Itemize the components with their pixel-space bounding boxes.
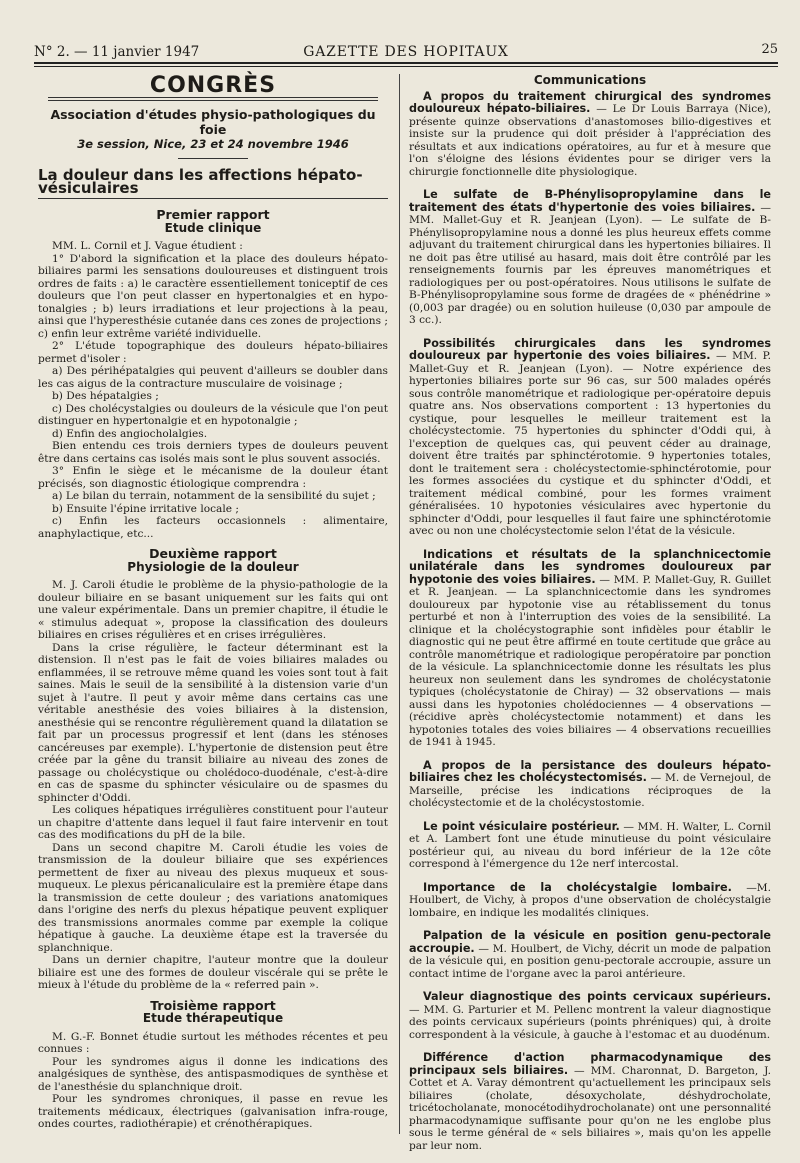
communication-title: Indications et résultats de la splanchnicectomie unilatérale dans les syndromes douloureux par hypotonie des voies biliaires. xyxy=(409,547,771,586)
short-divider xyxy=(178,158,248,159)
report-subtitle: Etude clinique xyxy=(164,220,262,235)
report-title: Troisième rapport xyxy=(150,997,276,1013)
communication-title: Palpation de la vésicule en position genu-pectorale accroupie. xyxy=(409,929,771,955)
paragraph: c) Des cholécystalgies ou douleurs de la vésicule que l'on peut distinguer en hypertonalgie et en hypotonalgie ; xyxy=(38,402,388,427)
paragraph: 3° Enfin le siège et le mécanisme de la douleur étant précisés, son diagnostic étiologique comprendra : xyxy=(38,465,388,490)
header-rule xyxy=(34,62,778,64)
communication-item xyxy=(409,338,771,538)
association-name: Association d'études physio-pathologiques du foie xyxy=(50,106,376,137)
communication-body: — MM. P. Mallet-Guy, R. Guillet et R. Jeanjean. — La splanchnicectomie dans les syndromes douloureux par hypotonie vise au rétablissement du tonus perturbé et non à l'interruption des voies de la sensibilité. La clinique et la cholécystographie sont infidèles pour établir le diagnostic qui ne peut être affirmé en toute certitude que grâce au contrôle manométrique et radiologique peropératoire par ponction de la vésicule. La splanchnicectomie donne les résultats les plus heureux non seulement dans les syndromes de cholécystatonie typiques (cholécystatonie de Chiray) — 32 observations — mais aussi dans les hypotonies cholédociennes — 4 observations — (récidive après cholécystectomie notamment) et dans les hypotonies totales des voies biliaires — 4 observations recueillies de 1941 à 1945. xyxy=(409,573,772,748)
communications-heading: Communications xyxy=(533,73,647,87)
communication-title: Valeur diagnostique des points cervicaux supérieurs. xyxy=(423,990,771,1003)
communication-body: — MM. P. Mallet-Guy et R. Jeanjean (Lyon). — Notre expérience des hypertonies biliaires porte sur 96 cas, sur 500 malades opérés sous contrôle manométrique et radiologique per-opératoire depuis quatre ans. Nos observations comportent : 13 hypertonies du cystique, pour lesquelles le meilleur traitement est la cholécystectomie. 75 hypertonies du sphincter d'Oddi qui, à l'exception de quelques cas, qui peuvent céder au drainage, doivent être traités par sphinctérotomie. 9 hypertonies totales, dont le traitement sera : cholécystectomie-sphinctérotomie, pour les formes associées du cystique et du sphincter d'Oddi, et traitement médical combiné, pour les formes vraiment généralisées. 10 hypotonies vésiculaires avec hypertonie du sphincter d'Oddi, pour lesquelles il faut faire une sphinctérotomie avec ou non une cholécystectomie selon l'état de la vésicule. xyxy=(409,350,771,537)
issue-date: N° 2. — 11 janvier 1947 xyxy=(34,44,200,60)
communication-item xyxy=(409,760,771,810)
paragraph: Dans la crise régulière, le facteur déterminant est la distension. Il n'est pas le fait de voies biliaires malades ou enflammées, il se retrouve même quand les voies sont tout à fait saines. Mais le seuil de la sensibilité à la distension varie d'un sujet à l'autre. Il peut y avoir même dans certains cas une véritable anesthésie des voies biliaires à la distension, anesthésie qui se rencontre régulièrement quand la dilatation se fait par un processus progressif et lent (dans les sténoses cancéreuses par exemple). L'hypertonie de distension peut être créée par la gêne du transit biliaire au niveau des zones de passage ou cholécystique ou cholédoco-duodénale, c'est-à-dire en cas de spasme du sphincter vésiculaire ou de spasmes du sphincter d'Oddi. xyxy=(38,641,388,804)
column-divider xyxy=(399,74,400,1134)
section-rule-thin xyxy=(48,100,378,101)
communication-body: — M. Houlbert, de Vichy, décrit un mode de palpation de la vésicule qui, en position genu-pectorale accroupie, assure un contact intime de l'organe avec la paroi antérieure. xyxy=(409,942,771,980)
topic-rule xyxy=(38,198,388,199)
communication-item xyxy=(409,189,771,327)
report-title: Deuxième rapport xyxy=(149,546,277,561)
paragraph: MM. L. Cornil et J. Vague étudient : xyxy=(52,240,243,252)
paragraph: a) Le bilan du terrain, notamment de la sensibilité du sujet ; xyxy=(52,490,376,502)
paragraph: d) Enfin des angiocholalgies. xyxy=(52,427,208,440)
paragraph: Les coliques hépatiques irrégulières constituent pour l'auteur un chapitre d'attente dans lequel il faut faire intervenir en tout cas des modifications du pH de la bile. xyxy=(38,804,388,841)
communication-item xyxy=(409,91,771,179)
communication-title: A propos de la persistance des douleurs hépato-biliaires chez les cholécystectomisés. xyxy=(409,758,771,784)
paragraph: Bien entendu ces trois derniers types de douleurs peuvent être dans certains cas isolés mais sont le plus souvent associés. xyxy=(38,440,388,465)
communication-body: — M. de Vernejoul, de Marseille, précise les indications réciproques de la cholécystectomie et de la cholécystostomie. xyxy=(409,772,771,809)
paragraph: 2° L'étude topographique des douleurs hépato-biliaires permet d'isoler : xyxy=(38,340,388,365)
communication-body: —M. Houlbert, de Vichy, à propos d'une observation de cholécystalgie lombaire, en indique les modalités cliniques. xyxy=(409,881,771,919)
paragraph: c) Enfin les facteurs occasionnels : alimentaire, anaphylactique, etc... xyxy=(38,515,388,540)
paragraph: 1° D'abord la signification et la place des douleurs hépato-biliaires parmi les sensations douloureuses et distinguent trois ordres de faits : a) le caractère essentiellement toniceptif de ces douleurs que l'on peut classer en hypertonalgies et en hypo-tonalgies ; b) leurs irradiations et leur projections à la peau, ainsi que l'hyperesthésie cutanée dans ces zones de projections ; c) enfin leur extrême variété individuelle. xyxy=(38,252,388,340)
communication-body: — Le Dr Louis Barraya (Nice), présente quinze observations d'anastomoses bilio-digestives et insiste sur la prudence qui doit présider à l'appréciation des résultats et aux indications opératoires, au fur et à mesure que l'on s'éloigne des lésions évidentes pour se diriger vers la chirurgie fonctionnelle dite physiologique. xyxy=(409,103,771,178)
communication-title: Le sulfate de B-Phénylisopropylamine dans le traitement des états d'hypertonie des voies biliaires. xyxy=(409,188,771,214)
report-subtitle: Etude thérapeutique xyxy=(142,1011,284,1025)
communication-body: — MM. Charonnat, D. Bargeton, J. Cottet et A. Varay démontrent qu'actuellement les principaux sels biliaires (cholate, désoxycholate, déshydrocholate, tricétocholanate, monocétodihydrocholanate) ont une personnalité pharmacodynamique suffisante pour qu'on ne les englobe plus sous le terme général de « sels biliaires », mais qu'on les appelle par leur nom. xyxy=(409,1064,771,1152)
paragraph: M. G.-F. Bonnet étudie surtout les méthodes récentes et peu connues : xyxy=(38,1030,388,1055)
communication-title: Différence d'action pharmacodynamique des principaux sels biliaires. xyxy=(409,1051,771,1077)
report-title: Premier rapport xyxy=(156,207,270,222)
paragraph: Pour les syndromes aigus il donne les indications des analgésiques de synthèse, des antispasmodiques de synthèse et de l'anesthésie du splanchnique droit. xyxy=(38,1055,388,1093)
communication-item xyxy=(409,821,771,871)
communication-item xyxy=(409,991,771,1041)
section-title: CONGRÈS xyxy=(149,73,277,98)
paragraph: b) Des hépatalgies ; xyxy=(52,390,159,402)
communication-item xyxy=(409,549,771,749)
left-column xyxy=(38,74,388,1131)
paragraph: Dans un second chapitre M. Caroli étudie les voies de transmission de la douleur biliaire que ses expériences permettent de fixer au niveau des plexus muqueux et sous-muqueux. Le plexus péricanaliculaire est la première étape dans la transmission de cette douleur ; des variations anatomiques dans l'origine des nerfs du plexus hépatique peuvent expliquer des transmissions anormales comme par exemple la colique hépatique à gauche. La deuxième étape est la traversée du splanchnique. xyxy=(38,841,388,954)
communication-title: Importance de la cholécystalgie lombaire. xyxy=(423,880,732,894)
paragraph: b) Ensuite l'épine irritative locale ; xyxy=(52,502,239,515)
communication-item xyxy=(409,1052,771,1152)
page-number: 25 xyxy=(761,42,778,57)
right-column xyxy=(409,74,771,1163)
communication-body: — MM. G. Parturier et M. Pellenc montrent la valeur diagnostique des points cervicaux supérieurs (points phréniques) qui, à droite correspondent à la vésicule, à gauche à l'estomac et au duodénum. xyxy=(409,1003,771,1041)
communication-body: — MM. Mallet-Guy et R. Jeanjean (Lyon). — Le sulfate de B-Phénylisopropylamine nous a donné les plus heureux effets comme adjuvant du traitement chirurgical dans les hypertonies biliaires. Il ne doit pas être utilisé au hasard, mais doit être contrôlé par les renseignements fournis par les épreuves manométriques et radiologiques per ou post-opératoires. Nous utilisons le sulfate de B-Phénylisopropylamine sous forme de dragées de « phénédrine » (0,003 par dragée) ou en solution huileuse (0,030 par ampoule de 3 cc.). xyxy=(409,201,771,326)
paragraph: Dans un dernier chapitre, l'auteur montre que la douleur biliaire est une des formes de douleur viscérale qui se prête le mieux à l'étude du problème de la « referred pain ». xyxy=(38,954,388,991)
paragraph: Pour les syndromes chroniques, il passe en revue les traitements médicaux, électriques (galvanisation infra-rouge, ondes courtes, radiothérapie) et crénothérapiques. xyxy=(38,1093,388,1130)
paragraph: a) Des périhépatalgies qui peuvent d'ailleurs se doubler dans les cas aigus de la contracture musculaire de voisinage ; xyxy=(38,365,388,390)
communication-title: A propos du traitement chirurgical des syndromes douloureux hépato-biliaires. xyxy=(409,89,771,115)
communication-title: Possibilités chirurgicales dans les syndromes douloureux par hypertonie des voies biliaires. xyxy=(409,336,771,362)
paragraph: M. J. Caroli étudie le problème de la physio-pathologie de la douleur biliaire en se basant uniquement sur les faits qui ont une valeur expérimentale. Dans un premier chapitre, il étudie le « stimulus adequat », propose la classification des douleurs biliaires en crises régulières et en crises irrégulières. xyxy=(38,579,388,641)
communication-title: Le point vésiculaire postérieur. xyxy=(423,819,620,833)
report-subtitle: Physiologie de la douleur xyxy=(127,559,299,574)
communication-body: — MM. H. Walter, L. Cornil et A. Lambert font une étude minutieuse du point vésiculaire postérieur qui, au niveau du bord inférieur de la 12e côte correspond à l'émergence du 12e nerf intercostal. xyxy=(409,820,771,870)
header-rule-thin xyxy=(34,66,778,67)
communication-item xyxy=(409,930,771,980)
topic-title: La douleur dans les affections hépato-vésiculaires xyxy=(38,166,363,197)
communication-item xyxy=(409,882,771,920)
journal-title: GAZETTE DES HOPITAUX xyxy=(303,44,509,60)
session-info: 3e session, Nice, 23 et 24 novembre 1946 xyxy=(77,136,349,151)
